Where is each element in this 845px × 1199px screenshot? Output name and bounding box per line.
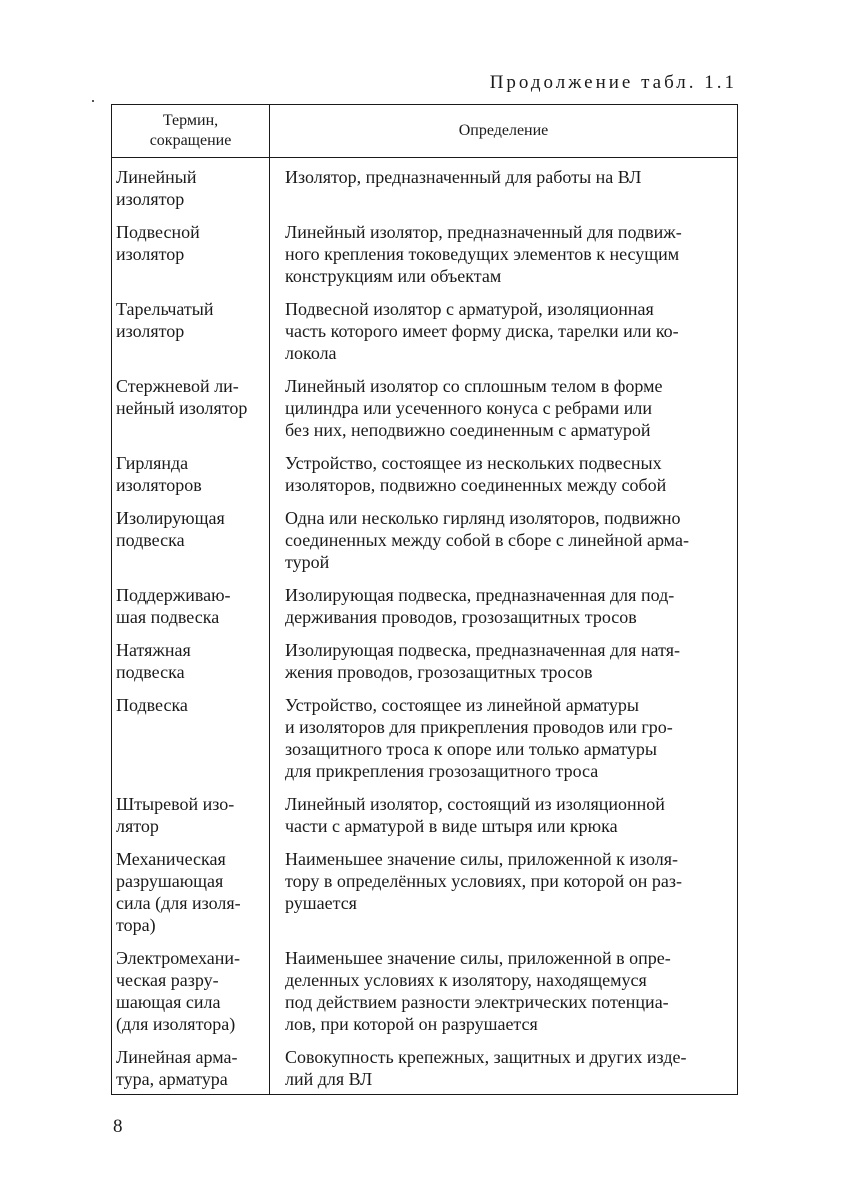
definition-cell: Устройство, состоящее из нескольких подвесных изоляторов, подвижно соединенных между собой: [270, 452, 738, 507]
term-cell: Электромехани- ческая разру- шающая сила (для изолятора): [112, 947, 270, 1046]
term-cell: Механическая разрушающая сила (для изоля- тора): [112, 848, 270, 947]
term-cell: Тарельчатый изолятор: [112, 298, 270, 375]
table-row: [112, 1046, 738, 1095]
definition-cell: Изолирующая подвеска, предназначенная для под- держивания проводов, грозозащитных тросов: [270, 584, 738, 639]
definition-cell: Совокупность крепежных, защитных и других изде- лий для ВЛ: [270, 1046, 738, 1095]
definition-cell: Линейный изолятор, состоящий из изоляционной части с арматурой в виде штыря или крюка: [270, 793, 738, 848]
table-row: [112, 452, 738, 507]
term-cell: Изолирующая подвеска: [112, 507, 270, 584]
table-row: [112, 375, 738, 452]
terms-table: [111, 104, 738, 1095]
table-row: [112, 639, 738, 694]
table-row: [112, 694, 738, 793]
table-header-row: [112, 105, 738, 158]
term-cell: Натяжная подвеска: [112, 639, 270, 694]
term-cell: Штыревой изо- лятор: [112, 793, 270, 848]
definition-cell: Линейный изолятор со сплошным телом в форме цилиндра или усеченного конуса с ребрами или без них, неподвижно соединенным с арматурой: [270, 375, 738, 452]
table-row: [112, 584, 738, 639]
term-cell: Стержневой ли- нейный изолятор: [112, 375, 270, 452]
term-cell: Линейная арма- тура, арматура: [112, 1046, 270, 1095]
term-cell: Поддерживаю- шая подвеска: [112, 584, 270, 639]
table-body: [112, 158, 738, 1095]
table-row: [112, 158, 738, 222]
column-header-term: Термин, сокращение: [112, 105, 270, 158]
definition-cell: Устройство, состоящее из линейной арматуры и изоляторов для прикрепления проводов или гро- зозащитного троса к опоре или только арматуры для прикрепления грозозащитного троса: [270, 694, 738, 793]
definition-cell: Наименьшее значение силы, приложенной к изоля- тору в определённых условиях, при которой он раз- рушается: [270, 848, 738, 947]
table-continuation-caption: Продолжение табл. 1.1: [489, 72, 737, 93]
definition-cell: Наименьшее значение силы, приложенной в опре- деленных условиях к изолятору, находящемуся под действием разности электрических потенциа- лов, при которой он разрушается: [270, 947, 738, 1046]
table-row: [112, 848, 738, 947]
table-row: [112, 793, 738, 848]
table-row: [112, 298, 738, 375]
term-cell: Гирлянда изоляторов: [112, 452, 270, 507]
definition-cell: Линейный изолятор, предназначенный для подвиж- ного крепления токоведущих элементов к несущим конструкциям или объектам: [270, 221, 738, 298]
table-row: [112, 221, 738, 298]
table-row: [112, 507, 738, 584]
term-cell: Подвесной изолятор: [112, 221, 270, 298]
definition-cell: Изолятор, предназначенный для работы на ВЛ: [270, 158, 738, 222]
print-artifact-dot: [92, 100, 94, 102]
definition-cell: Одна или несколько гирлянд изоляторов, подвижно соединенных между собой в сборе с линейной арма- турой: [270, 507, 738, 584]
term-cell: Подвеска: [112, 694, 270, 793]
definition-cell: Изолирующая подвеска, предназначенная для натя- жения проводов, грозозащитных тросов: [270, 639, 738, 694]
table-row: [112, 947, 738, 1046]
definition-cell: Подвесной изолятор с арматурой, изоляционная часть которого имеет форму диска, тарелки или ко- локола: [270, 298, 738, 375]
column-header-definition: Определение: [270, 105, 738, 158]
term-cell: Линейный изолятор: [112, 158, 270, 222]
page-number: 8: [113, 1116, 123, 1137]
